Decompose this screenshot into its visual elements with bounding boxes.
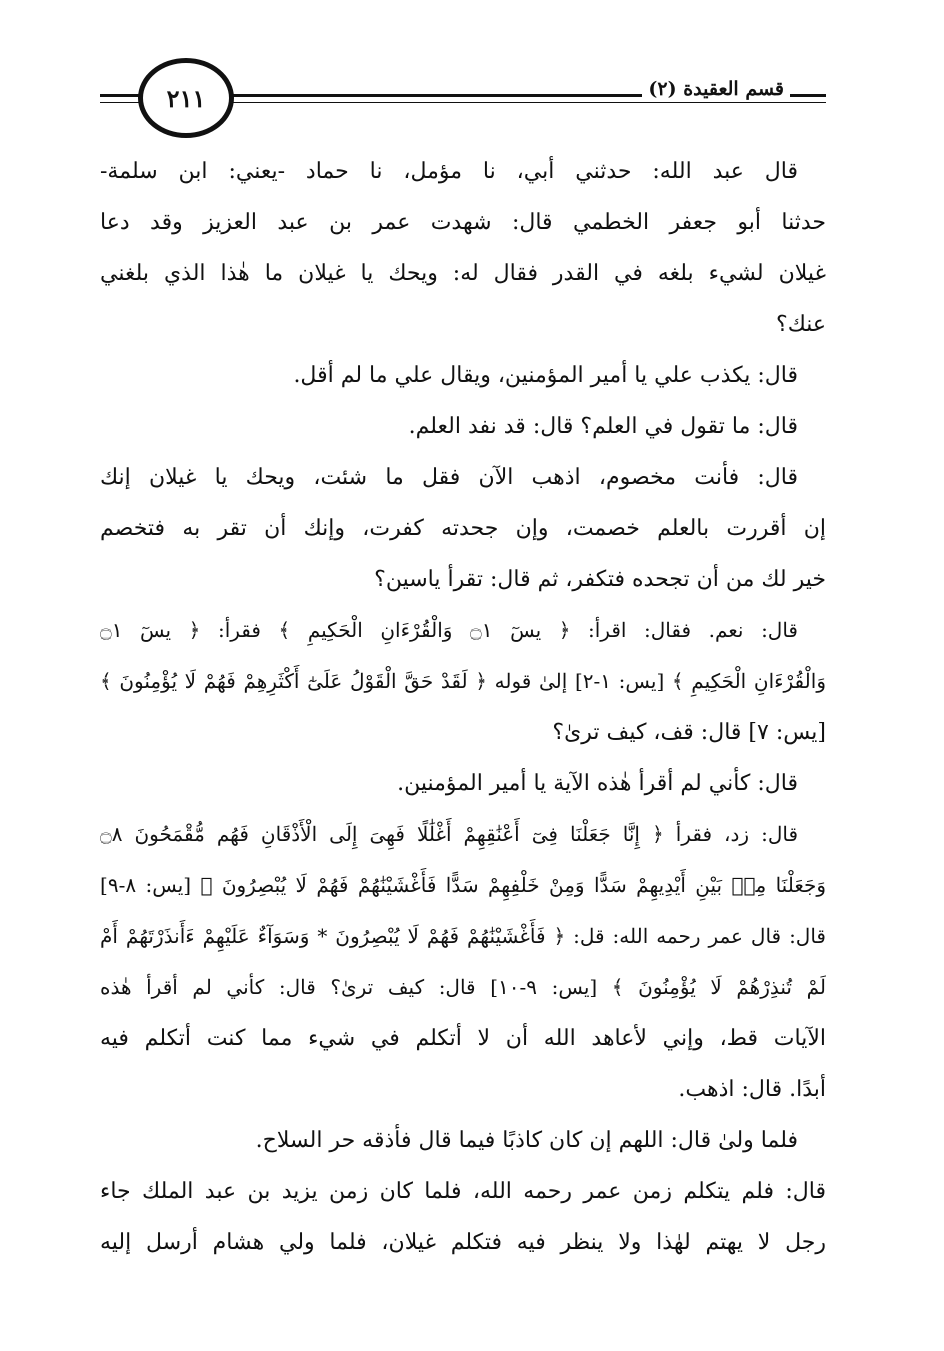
text-line: إن أقررت بالعلم خصمت، وإن جحدته كفرت، وإنك أن تقر به فتخصم [100, 516, 826, 541]
text-line: لَمْ تُنذِرْهُمْ لَا يُؤْمِنُونَ ﴾ [يس: ٩-١٠] قال: كيف ترىٰ؟ قال: كأني لم أقرأ هٰذه [100, 975, 826, 999]
text-line: وَجَعَلْنَا مِنۢ بَيْنِ أَيْدِيهِمْ سَدًّا وَمِنْ خَلْفِهِمْ سَدًّا فَأَغْشَيْنَٰهُمْ فَهُمْ لَا يُبْصِرُونَ ﴾ [يس: ٨-٩] [100, 873, 826, 897]
page-number: ٢١١ [138, 58, 234, 138]
page-header [100, 58, 826, 142]
text-line: قال: فلم يتكلم زمن عمر رحمه الله، فلما كان زمن يزيد بن عبد الملك جاء [100, 1179, 826, 1204]
body-text [100, 146, 826, 1268]
header-rule-right-thin [220, 102, 826, 103]
text-line: قال: زد، فقرأ ﴿ إِنَّا جَعَلْنَا فِىٓ أَعْنَٰقِهِمْ أَغْلَٰلًا فَهِىَ إِلَى الْأَذْقَانِ فَهُم مُّقْمَحُونَ ۝٨ [100, 822, 798, 846]
text-line: أبدًا. قال: اذهب. [678, 1077, 826, 1102]
text-line: قال: قال عمر رحمه الله: قل: ﴿ فَأَغْشَيْنَٰهُمْ فَهُمْ لَا يُبْصِرُونَ * وَسَوَآءٌ عَلَيْهِمْ ءَأَنذَرْتَهُمْ أَمْ [100, 924, 826, 948]
text-line: حدثنا أبو جعفر الخطمي قال: شهدت عمر بن عبد العزيز وقد دعا [100, 210, 826, 235]
text-line: الآيات قط، وإني لأعاهد الله أن لا أتكلم في شيء مما كنت أتكلم فيه [100, 1026, 826, 1051]
text-line: عنك؟ [776, 312, 826, 337]
text-line: قال: نعم. فقال: اقرأ: ﴿ يسٓ ۝١ وَالْقُرْءَانِ الْحَكِيمِ ﴾ فقرأ: ﴿ يسٓ ۝١ [100, 618, 798, 642]
text-line: وَالْقُرْءَانِ الْحَكِيمِ ﴾ [يس: ١-٢] إلىٰ قوله ﴿ لَقَدْ حَقَّ الْقَوْلُ عَلَىٰٓ أَكْثَرِهِمْ فَهُمْ لَا يُؤْمِنُونَ ﴾ [100, 669, 826, 693]
text-line: فلما ولىٰ قال: اللهم إن كان كاذبًا فيما قال فأذقه حر السلاح. [255, 1128, 798, 1153]
text-line: قال: ما تقول في العلم؟ قال: قد نفد العلم. [408, 414, 798, 439]
text-line: قال: كأني لم أقرأ هٰذه الآية يا أمير المؤمنين. [397, 771, 798, 796]
text-line: [يس: ٧] قال: قف، كيف ترىٰ؟ [552, 720, 826, 745]
text-line: رجل لا يهتم لهٰذا ولا ينظر فيه فتكلم غيلان، فلما ولي هشام أرسل إليه [100, 1230, 826, 1255]
header-rule-left [100, 94, 140, 97]
text-line: قال: فأنت مخصوم، اذهب الآن فقل ما شئت، ويحك يا غيلان إنك [100, 465, 798, 490]
header-rule-left-thin [100, 102, 140, 103]
text-line: قال: يكذب علي يا أمير المؤمنين، ويقال علي ما لم أقل. [293, 363, 798, 388]
text-line: قال عبد الله: حدثني أبي، نا مؤمل، نا حماد -يعني: ابن سلمة- [100, 159, 798, 184]
text-line: خير لك من أن تجحده فتكفر، ثم قال: تقرأ ياسين؟ [374, 567, 826, 592]
running-title: قسم العقيدة (٢) [642, 78, 790, 100]
text-line: غيلان لشيء بلغه في القدر فقال له: ويحك يا غيلان ما هٰذا الذي بلغني [100, 261, 826, 286]
